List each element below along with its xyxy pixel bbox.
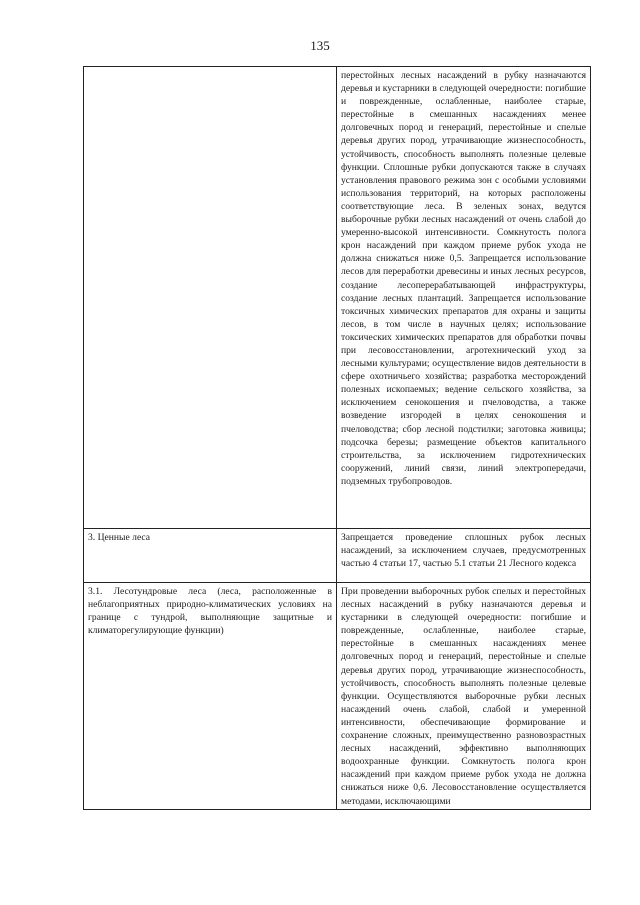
- table-row: [84, 583, 591, 810]
- table-cell-regulation-text: При проведении выборочных рубок спелых и перестойных лесных насаждений в рубку назначаются деревья и кустарники в следующей очередности: погибшие и поврежденные, ослабленные, наиболее старые, перестойные в смешанных насаждениях менее долговечных пород и генераций, перестойные и спелые деревья других пород, утрачивающие жизнеспособность, устойчивость, способность выполнять полезные целевые функции. Осуществляются выборочные рубки лесных насаждений очень слабой, слабой и умеренной интенсивности, обеспечивающие формирование и сохранение сложных, преимущественно разновозрастных лесных насаждений, эффективно выполняющих водоохранные функции. Сомкнутость полога крон насаждений при каждом приеме рубок ухода не должна снижаться ниже 0,6. Лесовосстановление осуществляется методами, исключающими: [337, 583, 591, 810]
- table-row: [84, 67, 591, 529]
- regulation-table: [83, 66, 591, 810]
- table-row: [84, 529, 591, 583]
- table-cell-forest-category: 3.1. Лесотундровые леса (леса, расположенные в неблагоприятных природно-климатических условиях на границе с тундрой, выполняющие защитные и климаторегулирующие функции): [84, 583, 337, 810]
- table-cell-regulation-text: Запрещается проведение сплошных рубок лесных насаждений, за исключением случаев, предусмотренных частью 4 статьи 17, частью 5.1 статьи 21 Лесного кодекса: [337, 529, 591, 583]
- table-cell-regulation-text: перестойных лесных насаждений в рубку назначаются деревья и кустарники в следующей очередности: погибшие и поврежденные, ослабленные, наиболее старые, перестойные в смешанных насаждениях менее долговечных пород и генераций, перестойные и спелые деревья других пород, утрачивающие жизнеспособность, устойчивость, способность выполнять полезные целевые функции. Сплошные рубки допускаются также в случаях установления правового режима зон с особыми условиями использования территорий, на которых расположены соответствующие леса. В зеленых зонах, ведутся выборочные рубки лесных насаждений от очень слабой до умеренно-высокой интенсивности. Сомкнутость полога крон насаждений при каждом приеме рубок ухода не должна снижаться ниже 0,5. Запрещается использование лесов для переработки древесины и иных лесных ресурсов, создание лесоперерабатывающей инфраструктуры, создание лесных плантаций. Запрещается использование токсичных химических препаратов для охраны и защиты лесов, в том числе в научных целях; использование токсических химических препаратов для обработки почвы при лесовосстановлении, агротехнический уход за лесными культурами; осуществление видов деятельности в сфере охотничьего хозяйства; разработка месторождений полезных ископаемых; ведение сельского хозяйства, за исключением сенокошения и пчеловодства, а также возведение изгородей в целях сенокошения и пчеловодства; сбор лесной подстилки; заготовка живицы; подсочка березы; размещение объектов капитального строительства, за исключением гидротехнических сооружений, линий связи, линий электропередачи, подземных трубопроводов.: [337, 67, 591, 529]
- table-cell-forest-category: [84, 67, 337, 529]
- page-number: 135: [310, 38, 330, 53]
- table-cell-forest-category: 3. Ценные леса: [84, 529, 337, 583]
